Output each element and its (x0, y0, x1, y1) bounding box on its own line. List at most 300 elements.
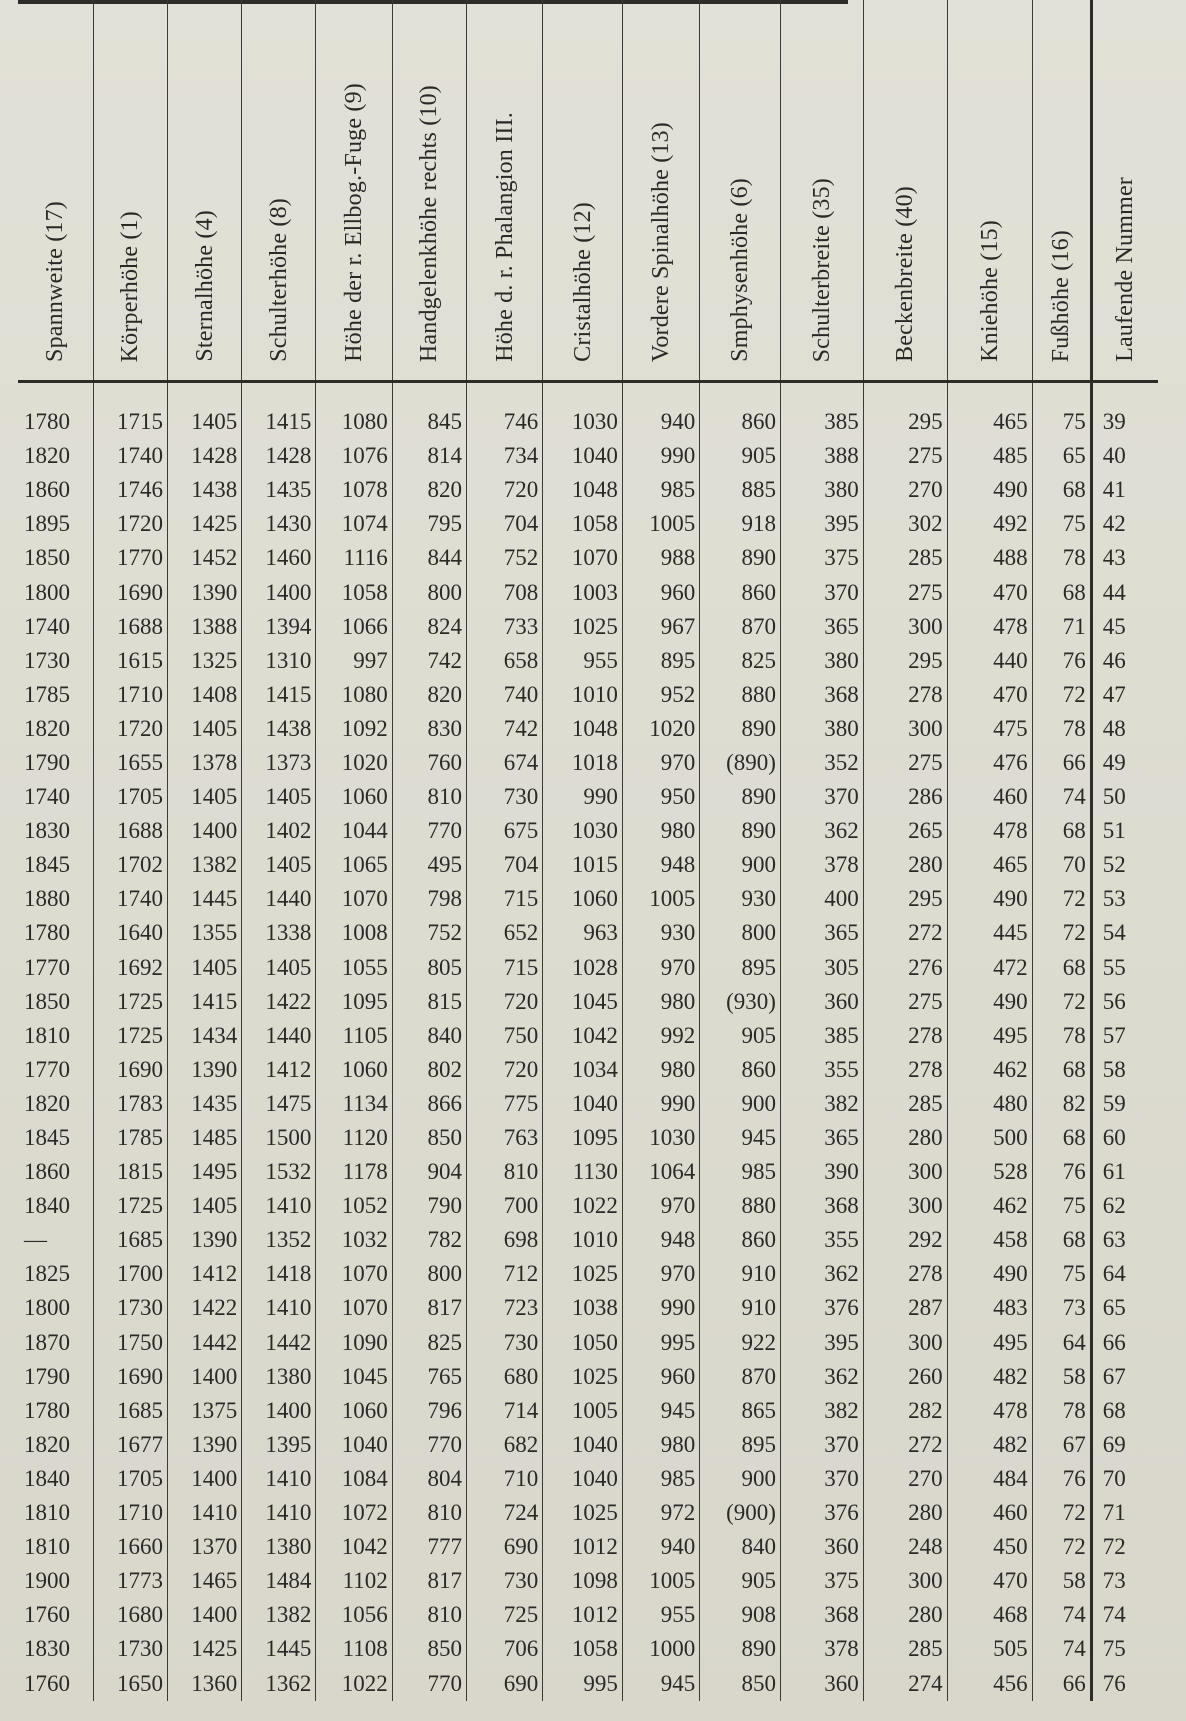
table-cell: 1465 (167, 1564, 241, 1598)
table-cell: 1070 (316, 1257, 392, 1291)
table-cell: 770 (392, 814, 466, 848)
table-cell: 1770 (18, 951, 93, 985)
table-cell: 470 (947, 575, 1032, 609)
table-cell: 355 (780, 1223, 863, 1257)
table-cell: 1076 (316, 439, 392, 473)
table-cell: 56 (1091, 985, 1158, 1019)
table-cell: 47 (1091, 678, 1158, 712)
table-cell: 1495 (167, 1155, 241, 1189)
table-cell: 1084 (316, 1462, 392, 1496)
table-row (18, 678, 1158, 712)
table-cell: 890 (700, 1632, 781, 1666)
table-cell: 82 (1032, 1087, 1091, 1121)
table-cell: 895 (622, 644, 699, 678)
table-cell: 365 (780, 1121, 863, 1155)
table-row (18, 712, 1158, 746)
table-cell: 528 (947, 1155, 1032, 1189)
table-cell: 1815 (93, 1155, 167, 1189)
table-cell: 74 (1032, 1598, 1091, 1632)
table-row (18, 882, 1158, 916)
table-cell: 274 (863, 1666, 947, 1700)
table-cell: 1005 (622, 882, 699, 916)
table-cell: 1760 (18, 1598, 93, 1632)
table-cell: 746 (466, 382, 542, 440)
table-cell: 972 (622, 1496, 699, 1530)
table-cell: 490 (947, 473, 1032, 507)
table-cell: 1725 (93, 1019, 167, 1053)
table-cell: 990 (622, 439, 699, 473)
table-cell: 1845 (18, 1121, 93, 1155)
table-cell: 708 (466, 575, 542, 609)
table-cell: 1405 (242, 780, 316, 814)
table-cell: 70 (1091, 1462, 1158, 1496)
table-cell: 478 (947, 1394, 1032, 1428)
table-cell: 720 (466, 1053, 542, 1087)
table-cell: 1880 (18, 882, 93, 916)
table-cell: 675 (466, 814, 542, 848)
table-cell: 280 (863, 1496, 947, 1530)
table-cell: 1415 (167, 985, 241, 1019)
table-cell: 63 (1091, 1223, 1158, 1257)
table-cell: 1022 (543, 1189, 623, 1223)
column-header (392, 0, 466, 382)
table-cell: 1770 (18, 1053, 93, 1087)
table-cell: 1715 (93, 382, 167, 440)
table-cell: 472 (947, 951, 1032, 985)
table-cell: 905 (700, 1564, 781, 1598)
table-cell: 468 (947, 1598, 1032, 1632)
table-cell: 270 (863, 473, 947, 507)
table-row (18, 575, 1158, 609)
table-cell: 985 (622, 473, 699, 507)
table-cell: 1783 (93, 1087, 167, 1121)
table-cell: 990 (622, 1087, 699, 1121)
table-cell: 68 (1032, 814, 1091, 848)
table-cell: 72 (1032, 678, 1091, 712)
table-cell: 278 (863, 1053, 947, 1087)
table-cell: 865 (700, 1394, 781, 1428)
table-cell: 68 (1032, 951, 1091, 985)
table-cell: 380 (780, 644, 863, 678)
table-cell: 45 (1091, 610, 1158, 644)
table-cell: 810 (392, 1598, 466, 1632)
table-cell: 280 (863, 1121, 947, 1155)
table-cell: 1390 (167, 1428, 241, 1462)
table-cell: 1032 (316, 1223, 392, 1257)
table-cell: 1025 (543, 1360, 623, 1394)
table-cell: 1440 (242, 1019, 316, 1053)
table-cell: 763 (466, 1121, 542, 1155)
table-cell: 1005 (543, 1394, 623, 1428)
table-cell: 368 (780, 1598, 863, 1632)
table-cell: 382 (780, 1087, 863, 1121)
table-cell: 1405 (242, 951, 316, 985)
table-cell: 1680 (93, 1598, 167, 1632)
column-header (543, 0, 623, 382)
table-cell: 1042 (316, 1530, 392, 1564)
table-cell: 362 (780, 1257, 863, 1291)
table-cell: 1003 (543, 575, 623, 609)
table-cell: 824 (392, 610, 466, 644)
table-cell: 900 (700, 1087, 781, 1121)
table-cell: 368 (780, 678, 863, 712)
table-cell: 1710 (93, 1496, 167, 1530)
table-cell: 1405 (167, 951, 241, 985)
table-cell: 905 (700, 439, 781, 473)
table-cell: 75 (1032, 1189, 1091, 1223)
table-cell: 1373 (242, 746, 316, 780)
table-cell: 802 (392, 1053, 466, 1087)
table-cell: 492 (947, 507, 1032, 541)
table-cell: 860 (700, 382, 781, 440)
table-cell: 817 (392, 1564, 466, 1598)
table-cell: 714 (466, 1394, 542, 1428)
table-cell: 723 (466, 1291, 542, 1325)
table-cell: 1850 (18, 541, 93, 575)
table-cell: 860 (700, 1223, 781, 1257)
table-cell: 730 (466, 1564, 542, 1598)
table-cell: 280 (863, 848, 947, 882)
table-cell: 490 (947, 1257, 1032, 1291)
table-cell: 1400 (242, 575, 316, 609)
table-cell: 1685 (93, 1223, 167, 1257)
table-cell: 1120 (316, 1121, 392, 1155)
table-cell: 50 (1091, 780, 1158, 814)
table-cell: 1080 (316, 382, 392, 440)
table-cell: 470 (947, 678, 1032, 712)
table-cell: 1042 (543, 1019, 623, 1053)
table-cell: 1310 (242, 644, 316, 678)
table-cell: 1010 (543, 1223, 623, 1257)
table-cell: 922 (700, 1326, 781, 1360)
column-header-label: Schulterhöhe (8) (265, 198, 292, 362)
table-cell: 1378 (167, 746, 241, 780)
table-cell: 380 (780, 473, 863, 507)
table-cell: 1045 (316, 1360, 392, 1394)
table-cell: 1640 (93, 916, 167, 950)
table-cell: 850 (392, 1632, 466, 1666)
table-cell: 1070 (316, 882, 392, 916)
table-cell: 456 (947, 1666, 1032, 1700)
table-cell: 362 (780, 814, 863, 848)
table-row (18, 1121, 1158, 1155)
table-cell: 285 (863, 541, 947, 575)
table-cell: 76 (1032, 644, 1091, 678)
column-header-label: Fußhöhe (16) (1048, 229, 1075, 362)
table-cell: 1500 (242, 1121, 316, 1155)
table-cell: 68 (1032, 1121, 1091, 1155)
table-cell: 1434 (167, 1019, 241, 1053)
table-cell: 1425 (167, 507, 241, 541)
table-cell: 40 (1091, 439, 1158, 473)
table-cell: 724 (466, 1496, 542, 1530)
table-cell: 1058 (316, 575, 392, 609)
table-cell: 1394 (242, 610, 316, 644)
table-row (18, 848, 1158, 882)
table-cell: 292 (863, 1223, 947, 1257)
table-cell: 995 (543, 1666, 623, 1700)
table-cell: 775 (466, 1087, 542, 1121)
table-cell: 1440 (242, 882, 316, 916)
table-cell: 955 (543, 644, 623, 678)
table-cell: 67 (1032, 1428, 1091, 1462)
table-cell: 1810 (18, 1019, 93, 1053)
column-header-label: Sternalhöhe (4) (191, 210, 218, 362)
table-cell: 1780 (18, 1394, 93, 1428)
table-cell: 483 (947, 1291, 1032, 1325)
table-cell: 1010 (543, 678, 623, 712)
table-cell: 930 (700, 882, 781, 916)
table-cell: 300 (863, 1189, 947, 1223)
table-cell: 940 (622, 1530, 699, 1564)
table-cell: 370 (780, 1462, 863, 1496)
table-cell: 462 (947, 1053, 1032, 1087)
table-cell: 75 (1032, 1257, 1091, 1291)
table-cell: 890 (700, 541, 781, 575)
column-header-label: Cristalhöhe (12) (569, 202, 596, 362)
table-cell: 1650 (93, 1666, 167, 1700)
table-cell: 1410 (242, 1496, 316, 1530)
table-cell: 1730 (93, 1291, 167, 1325)
table-cell: 478 (947, 610, 1032, 644)
table-cell: 74 (1032, 1632, 1091, 1666)
table-cell: 990 (543, 780, 623, 814)
table-cell: 1058 (543, 507, 623, 541)
table-cell: 900 (700, 1462, 781, 1496)
column-header (780, 0, 863, 382)
table-cell: 1044 (316, 814, 392, 848)
table-cell: 70 (1032, 848, 1091, 882)
table-cell: 380 (780, 712, 863, 746)
table-cell: 1615 (93, 644, 167, 678)
table-cell: 1105 (316, 1019, 392, 1053)
table-cell: 1750 (93, 1326, 167, 1360)
table-cell: 280 (863, 1598, 947, 1632)
table-cell: 992 (622, 1019, 699, 1053)
table-row (18, 507, 1158, 541)
table-cell: 295 (863, 382, 947, 440)
table-row (18, 746, 1158, 780)
table-cell: 1705 (93, 1462, 167, 1496)
table-cell: 295 (863, 882, 947, 916)
table-cell: 73 (1032, 1291, 1091, 1325)
table-cell: 904 (392, 1155, 466, 1189)
table-row (18, 1087, 1158, 1121)
table-cell: 484 (947, 1462, 1032, 1496)
table-cell: 64 (1032, 1326, 1091, 1360)
table-cell: 360 (780, 1530, 863, 1564)
table-cell: 1725 (93, 985, 167, 1019)
table-cell: 742 (392, 644, 466, 678)
table-cell: 885 (700, 473, 781, 507)
table-cell: 810 (392, 1496, 466, 1530)
table-cell: 1092 (316, 712, 392, 746)
table-cell: 800 (700, 916, 781, 950)
table-cell: 1382 (167, 848, 241, 882)
table-cell: 495 (947, 1326, 1032, 1360)
table-cell: 302 (863, 507, 947, 541)
table-cell: 39 (1091, 382, 1158, 440)
table-cell: 1178 (316, 1155, 392, 1189)
table-cell: 1677 (93, 1428, 167, 1462)
table-cell: 845 (392, 382, 466, 440)
table-cell: 1008 (316, 916, 392, 950)
table-cell: 795 (392, 507, 466, 541)
table-cell: 286 (863, 780, 947, 814)
table-cell: 1690 (93, 1053, 167, 1087)
table-cell: 1078 (316, 473, 392, 507)
table-cell: 49 (1091, 746, 1158, 780)
table-cell: 365 (780, 610, 863, 644)
table-row (18, 814, 1158, 848)
table-cell: 985 (700, 1155, 781, 1189)
table-cell: 1025 (543, 1257, 623, 1291)
table-cell: 1405 (242, 848, 316, 882)
table-cell: 71 (1032, 610, 1091, 644)
table-cell: 1022 (316, 1666, 392, 1700)
table-cell: 1034 (543, 1053, 623, 1087)
table-cell: 378 (780, 1632, 863, 1666)
table-row (18, 1428, 1158, 1462)
table-cell: 475 (947, 712, 1032, 746)
table-cell: 1410 (242, 1189, 316, 1223)
table-cell: 1785 (18, 678, 93, 712)
table-cell: 1040 (543, 1462, 623, 1496)
table-cell: 66 (1032, 1666, 1091, 1700)
table-cell: 750 (466, 1019, 542, 1053)
table-cell: 698 (466, 1223, 542, 1257)
table-cell: 476 (947, 746, 1032, 780)
table-cell: 500 (947, 1121, 1032, 1155)
table-cell: 704 (466, 507, 542, 541)
table-cell: 300 (863, 1326, 947, 1360)
table-cell: 825 (700, 644, 781, 678)
table-cell: 890 (700, 712, 781, 746)
table-cell: 770 (392, 1428, 466, 1462)
table-cell: 53 (1091, 882, 1158, 916)
table-cell: 1102 (316, 1564, 392, 1598)
table-cell: 1070 (543, 541, 623, 575)
table-cell: 1388 (167, 610, 241, 644)
table-cell: 940 (622, 382, 699, 440)
table-cell: (930) (700, 985, 781, 1019)
table-row (18, 382, 1158, 440)
table-cell: 395 (780, 507, 863, 541)
table-cell: 287 (863, 1291, 947, 1325)
table-cell: 804 (392, 1462, 466, 1496)
column-header (18, 0, 93, 382)
table-cell: 1435 (167, 1087, 241, 1121)
table-row (18, 1223, 1158, 1257)
table-cell: 770 (392, 1666, 466, 1700)
table-cell: 78 (1032, 712, 1091, 746)
table-cell: 370 (780, 1428, 863, 1462)
table-cell: 910 (700, 1291, 781, 1325)
table-cell: 1108 (316, 1632, 392, 1666)
table-cell: 1400 (242, 1394, 316, 1428)
table-cell: 1700 (93, 1257, 167, 1291)
table-row (18, 985, 1158, 1019)
table-cell: 985 (622, 1462, 699, 1496)
table-cell: 970 (622, 746, 699, 780)
table-cell: 54 (1091, 916, 1158, 950)
table-cell: 1532 (242, 1155, 316, 1189)
table-cell: 1810 (18, 1496, 93, 1530)
table-cell: 278 (863, 1257, 947, 1291)
table-row (18, 1530, 1158, 1564)
table-cell: 1060 (316, 1053, 392, 1087)
table-cell: 52 (1091, 848, 1158, 882)
table-row (18, 644, 1158, 678)
table-row (18, 951, 1158, 985)
table-cell: 74 (1032, 780, 1091, 814)
table-row (18, 916, 1158, 950)
table-cell: 265 (863, 814, 947, 848)
table-cell: 980 (622, 1428, 699, 1462)
column-header (93, 0, 167, 382)
column-header-label: Spannweite (17) (42, 201, 69, 362)
table-cell: 840 (700, 1530, 781, 1564)
table-cell: 1710 (93, 678, 167, 712)
table-row (18, 1053, 1158, 1087)
table-cell: 1460 (242, 541, 316, 575)
table-cell: 458 (947, 1223, 1032, 1257)
table-cell: 388 (780, 439, 863, 473)
table-row (18, 1360, 1158, 1394)
table-cell: 900 (700, 848, 781, 882)
table-cell: 1820 (18, 1087, 93, 1121)
table-cell: 58 (1091, 1053, 1158, 1087)
table-cell: 360 (780, 1666, 863, 1700)
table-cell: 1060 (316, 780, 392, 814)
table-cell: 814 (392, 439, 466, 473)
table-cell: 652 (466, 916, 542, 950)
table-cell: 460 (947, 1496, 1032, 1530)
table-cell: 1066 (316, 610, 392, 644)
table-cell: 275 (863, 985, 947, 1019)
table-cell: (890) (700, 746, 781, 780)
table-cell: 798 (392, 882, 466, 916)
table-cell: 720 (466, 985, 542, 1019)
table-cell: 734 (466, 439, 542, 473)
table-row (18, 1155, 1158, 1189)
table-cell: 300 (863, 1155, 947, 1189)
column-header-label: Höhe d. r. Phalangion III. (491, 112, 518, 362)
table-cell: 805 (392, 951, 466, 985)
table-cell: 1825 (18, 1257, 93, 1291)
table-cell: 78 (1032, 1019, 1091, 1053)
table-cell: 495 (392, 848, 466, 882)
table-cell: 368 (780, 1189, 863, 1223)
table-cell: 300 (863, 610, 947, 644)
table-cell: 870 (700, 610, 781, 644)
table-cell: 1338 (242, 916, 316, 950)
column-header-label: Körperhöhe (1) (117, 210, 144, 362)
table-cell: 1015 (543, 848, 623, 882)
table-cell: 375 (780, 1564, 863, 1598)
table-cell: 1760 (18, 1666, 93, 1700)
table-row (18, 1326, 1158, 1360)
table-cell: 1410 (242, 1462, 316, 1496)
table-cell: 844 (392, 541, 466, 575)
table-cell: 715 (466, 882, 542, 916)
table-cell: 1030 (543, 814, 623, 848)
table-cell: 960 (622, 575, 699, 609)
table-cell: 1445 (242, 1632, 316, 1666)
table-cell: 66 (1032, 746, 1091, 780)
table-cell: 1070 (316, 1291, 392, 1325)
table-cell: 75 (1091, 1632, 1158, 1666)
